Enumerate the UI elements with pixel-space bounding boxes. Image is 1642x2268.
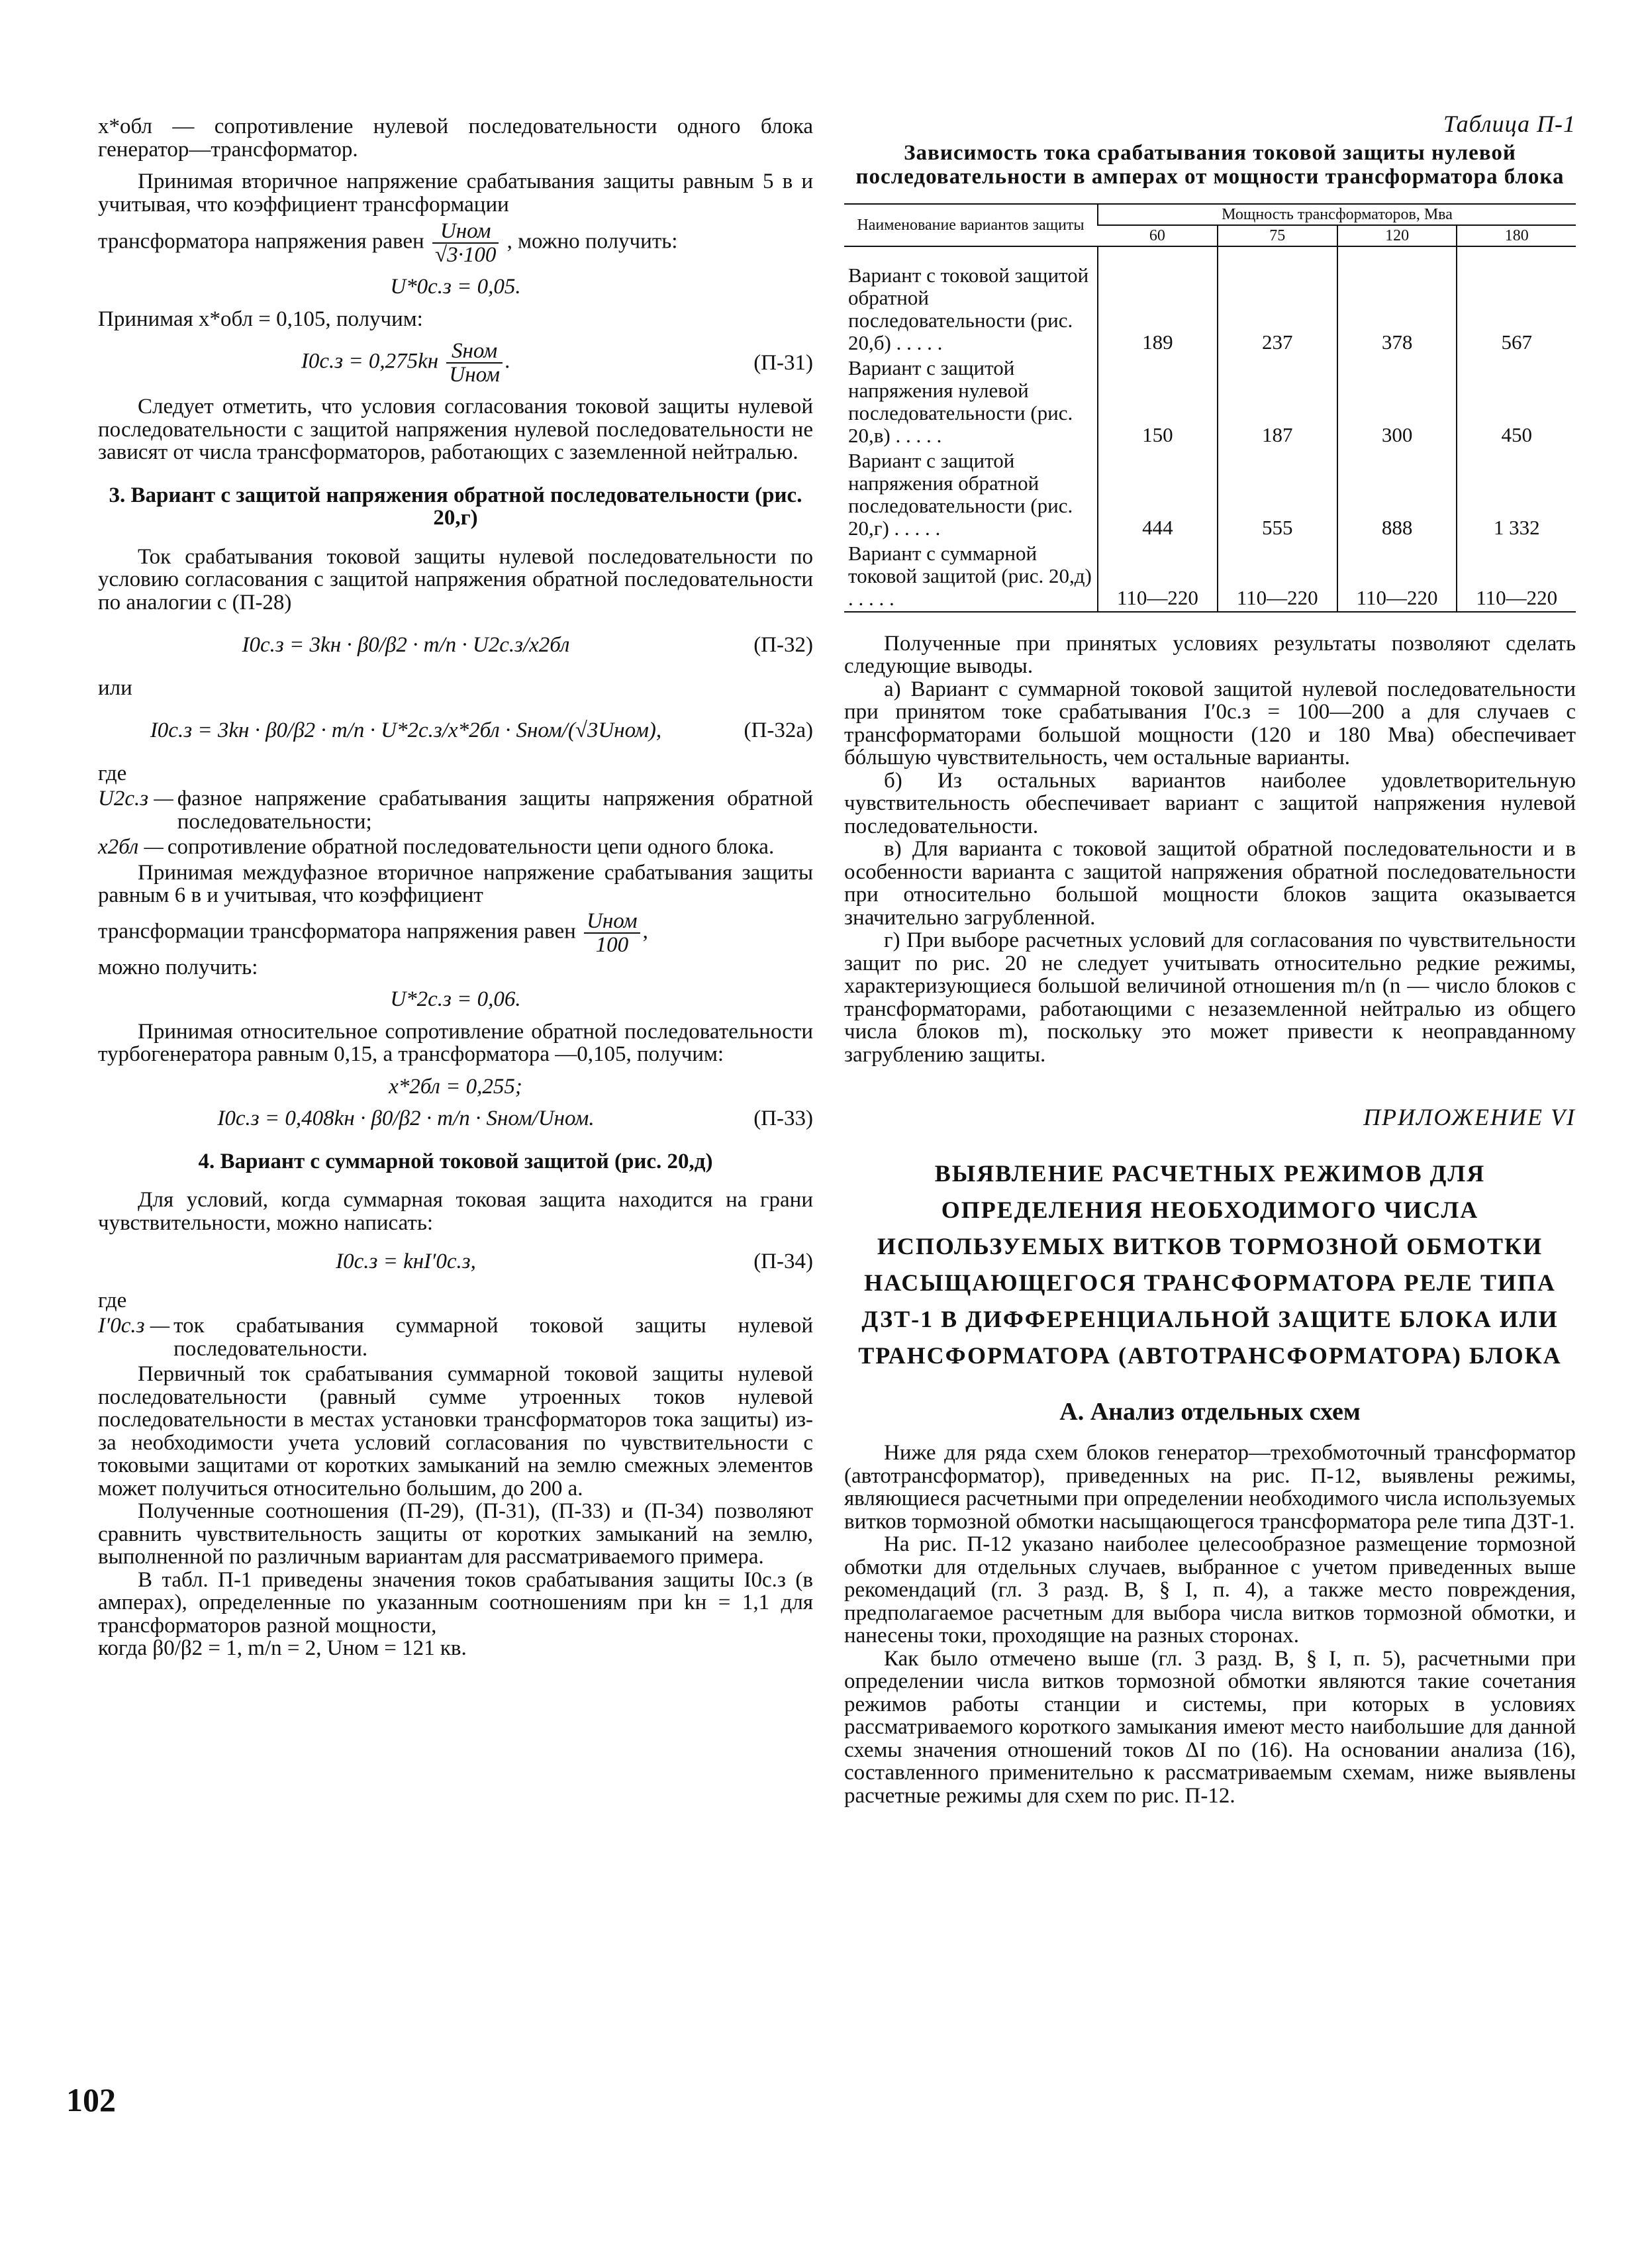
table-header-power-180: 180 xyxy=(1457,225,1576,246)
formula-u0 xyxy=(98,275,813,299)
definition-i0 xyxy=(98,1314,813,1360)
table-title: Зависимость тока срабатывания токовой защиты нулевой последовательности в амперах от мощности трансформатора блока xyxy=(855,140,1565,189)
word-where: где xyxy=(98,1288,127,1312)
paragraph-fraction xyxy=(98,220,813,266)
table-label: Таблица П-1 xyxy=(1443,111,1576,137)
table-cell-name: Вариант с токовой защитой обратной последовательности (рис. 20,б) . . . . . xyxy=(848,263,1089,354)
formula-expression: I0с.з = 3kн · β0/β2 · m/n · U*2с.з/x*2бл · Sном/(√3Uном), xyxy=(150,718,662,742)
table-cell: 888 xyxy=(1337,448,1457,541)
paragraph: а) Вариант с суммарной токовой защитой нулевой последовательности при принятом токе срабатывания I′0с.з = 100—200 а для случаев с трансформаторами большой мощности (120 и 180 Мва) обеспечивает бóльшую чувствительность, чем остальные варианты. xyxy=(844,677,1576,769)
definition-x2bl xyxy=(98,836,813,859)
definition-u2 xyxy=(98,787,813,833)
formula-number: (П-32) xyxy=(753,633,813,657)
table-cell: 555 xyxy=(1218,448,1337,541)
table-cell: 187 xyxy=(1218,356,1337,448)
formula-expression: I0с.з = 0,275kн $\frac{\text{Sном}}{\text{Uном}}$ . xyxy=(301,339,511,387)
paragraph: в) Для варианта с токовой защитой обратной последовательности и в особенности варианта с защитой напряжения обратной последовательности при относительно большой мощности блоков защита оказывается значительно загрубленной. xyxy=(844,837,1576,930)
table-header-power-120: 120 xyxy=(1337,225,1457,246)
paragraph: можно получить: xyxy=(98,955,258,979)
definition-x0bl-text: x*обл — сопротивление нулевой последовательности одного блока генератор—трансформатор. xyxy=(98,115,813,162)
paragraph: Для условий, когда суммарная токовая защита находится на грани чувствительности, можно написать: xyxy=(98,1188,813,1235)
fraction-numerator: Uном xyxy=(432,220,499,244)
appendix-label: ПРИЛОЖЕНИЕ VI xyxy=(1363,1104,1576,1130)
paragraph: Следует отметить, что условия согласования токовой защиты нулевой последовательности с защитой напряжения нулевой последовательности не зависят от числа трансформаторов, работающих с заземленной нейтралью. xyxy=(98,395,813,464)
table-cell: 150 xyxy=(1098,356,1218,448)
definition-text: фазное напряжение срабатывания защиты напряжения обратной последовательности; xyxy=(177,787,813,834)
formula-p32a xyxy=(98,719,813,742)
table-cell: 450 xyxy=(1457,356,1576,448)
fraction xyxy=(584,910,640,956)
table-header-name: Наименование вариантов защиты xyxy=(844,204,1098,246)
table-cell-name: Вариант с защитой напряжения обратной последовательности (рис. 20,г) . . . . . xyxy=(848,448,1073,540)
paragraph: Ток срабатывания токовой защиты нулевой последовательности по условию согласования с защитой напряжения обратной последовательности по аналогии с (П-28) xyxy=(98,544,813,615)
text: , можно получить: xyxy=(507,229,678,254)
word-where: где xyxy=(98,761,127,785)
left-column xyxy=(98,113,813,1660)
table-row xyxy=(844,246,1576,356)
table-cell: 110—220 xyxy=(1098,541,1218,612)
formula-p31 xyxy=(98,340,813,386)
formula-number: (П-34) xyxy=(753,1250,813,1273)
fraction-numerator: Sном xyxy=(446,340,503,364)
definition-text: сопротивление обратной последовательности цепи одного блока. xyxy=(167,835,775,859)
text: трансформатора напряжения равен xyxy=(98,229,424,254)
table-cell: 1 332 xyxy=(1457,448,1576,541)
formula-expression: x*2бл = 0,255; xyxy=(389,1074,522,1099)
table-cell: 189 xyxy=(1098,246,1218,356)
fraction xyxy=(432,220,499,266)
paragraph: В табл. П-1 приведены значения токов срабатывания защиты I0с.з (в амперах), определенные по указанным соотношениям при kн = 1,1 для трансформаторов разной мощности, xyxy=(98,1567,813,1638)
formula-number: (П-31) xyxy=(753,350,813,375)
formula-expression: I0с.з = 3kн · β0/β2 · m/n · U2с.з/x2бл xyxy=(242,633,570,657)
fraction-denominator: 100 xyxy=(595,932,629,957)
text: трансформации трансформатора напряжения равен xyxy=(98,919,576,944)
table-cell: 444 xyxy=(1098,448,1218,541)
page-number: 102 xyxy=(66,2081,116,2118)
table-cell-name: Вариант с суммарной токовой защитой (рис. 20,д) . . . . . xyxy=(844,541,1098,612)
table-cell: 567 xyxy=(1457,246,1576,356)
section-heading-3: 3. Вариант с защитой напряжения обратной последовательности (рис. 20,г) xyxy=(109,483,802,530)
formula-p32 xyxy=(98,634,813,657)
table-header-power: Мощность трансформаторов, Мва xyxy=(1098,204,1576,225)
definition-symbol: I′0с.з — xyxy=(98,1314,170,1338)
paragraph: На рис. П-12 указано наиболее целесообразное размещение тормозной обмотки для отдельных случаев, выбранное с учетом приведенных выше рекомендаций (гл. 3 разд. В, § I, п. 4), а также место повреждения, предполагаемое расчетным для выбора числа витков тормозной обмотки, и нанесены токи, проходящие на разных сторонах. xyxy=(844,1532,1576,1648)
table-row xyxy=(844,356,1576,448)
section-heading-a: А. Анализ отдельных схем xyxy=(1059,1397,1361,1426)
table-cell: 110—220 xyxy=(1218,541,1337,612)
formula-x2 xyxy=(98,1075,813,1099)
formula-p33 xyxy=(98,1107,813,1130)
appendix-title: ВЫЯВЛЕНИЕ РАСЧЕТНЫХ РЕЖИМОВ ДЛЯ ОПРЕДЕЛЕНИЯ НЕОБХОДИМОГО ЧИСЛА ИСПОЛЬЗУЕМЫХ ВИТКОВ ТОРМОЗНОЙ ОБМОТКИ НАСЫЩАЮЩЕГОСЯ ТРАНСФОРМАТОРА РЕЛЕ ТИПА ДЗТ-1 В ДИФФЕРЕНЦИАЛЬНОЙ ЗАЩИТЕ БЛОКА ИЛИ ТРАНСФОРМАТОРА (АВТОТРАНСФОРМАТОРА) БЛОКА xyxy=(858,1159,1562,1369)
paragraph: б) Из остальных вариантов наиболее удовлетворительную чувствительность обеспечивает вариант с защитой напряжения нулевой последовательности. xyxy=(844,768,1576,838)
definition-text: ток срабатывания суммарной токовой защиты нулевой последовательности. xyxy=(173,1314,813,1361)
paragraph: Ниже для ряда схем блоков генератор—трехобмоточный трансформатор (автотрансформатор), приведенных на рис. П-12, выявлены режимы, являющиеся расчетными при определении необходимого числа используемых витков тормозной обмотки насыщающегося трансформатора реле типа ДЗТ-1. xyxy=(844,1441,1576,1534)
fraction-denominator: Uном xyxy=(449,363,500,387)
paragraph: Принимая x*обл = 0,105, получим: xyxy=(98,307,423,331)
formula-number: (П-33) xyxy=(753,1107,813,1130)
paragraph-fraction xyxy=(98,910,813,956)
fraction xyxy=(446,340,503,386)
formula-p34 xyxy=(98,1250,813,1273)
table-cell: 378 xyxy=(1337,246,1457,356)
paragraph: Принимая относительное сопротивление обратной последовательности турбогенератора равным 0,15, а трансформатора —0,105, получим: xyxy=(98,1019,813,1066)
table-cell-name: Вариант с защитой напряжения нулевой последовательности (рис. 20,в) . . . . . xyxy=(848,356,1073,447)
paragraph: Как было отмечено выше (гл. 3 разд. В, § I, п. 5), расчетными при определении числа витков тормозной обмотки являются такие сочетания режимов работы станции и системы, при которых в условиях рассматриваемого короткого замыкания имеют место наибольшие для данной схемы значения отношений токов ΔI по (16). На основании анализа (16), составленного применительно к рассматриваемым схемам, ниже выявлены расчетные режимы для схем по рис. П-12. xyxy=(844,1646,1576,1808)
fraction-numerator: Uном xyxy=(584,910,640,934)
formula-expression: I0с.з = 0,408kн · β0/β2 · m/n · Sном/Uном. xyxy=(217,1107,595,1130)
formula-lhs: I0с.з = 0,275kн xyxy=(301,349,439,373)
definition-symbol: U2с.з — xyxy=(98,787,173,811)
paragraph: Первичный ток срабатывания суммарной токовой защиты нулевой последовательности (равный сумме утроенных токов нулевой последовательности в местах установки трансформаторов тока защиты) из-за необходимости учета условий согласования по чувствительности с токовыми защитами от коротких замыканий на землю смежных элементов может получиться относительно большим, до 200 а. xyxy=(98,1362,813,1501)
section-heading-4: 4. Вариант с суммарной токовой защитой (рис. 20,д) xyxy=(198,1149,713,1173)
table-header-power-75: 75 xyxy=(1218,225,1337,246)
data-table xyxy=(844,203,1576,613)
formula-expression: U*2с.з = 0,06. xyxy=(390,987,521,1011)
paragraph: Полученные соотношения (П-29), (П-31), (П-33) и (П-34) позволяют сравнить чувствительность защиты от коротких замыканий на землю, выполненной по различным вариантам для рассматриваемого примера. xyxy=(98,1499,813,1569)
table-cell: 300 xyxy=(1337,356,1457,448)
paragraph: Полученные при принятых условиях результаты позволяют сделать следующие выводы. xyxy=(844,631,1576,678)
formula-u2 xyxy=(98,988,813,1011)
definition-x0bl xyxy=(98,115,813,161)
formula-expression: U*0с.з = 0,05. xyxy=(390,275,521,299)
fraction-denominator: √3·100 xyxy=(434,243,497,267)
definition-symbol: x2бл — xyxy=(98,835,164,859)
table-row xyxy=(844,448,1576,541)
table-cell: 237 xyxy=(1218,246,1337,356)
formula-expression: I0с.з = kнI′0с.з, xyxy=(336,1250,476,1273)
table-row xyxy=(844,541,1576,612)
paragraph: Принимая междуфазное вторичное напряжение срабатывания защиты равным 6 в и учитывая, что коэффициент xyxy=(98,860,813,907)
right-column xyxy=(844,113,1576,1807)
paragraph: г) При выборе расчетных условий для согласования по чувствительности защит по рис. 20 не следует учитывать относительно редкие режимы, характеризующиеся большой величиной отношения m/n (n — число блоков с трансформаторами, работающими с незаземленной нейтралью из общего числа блоков m), поскольку это может привести к неоправданному загрублению защиты. xyxy=(844,928,1576,1067)
paragraph: когда β0/β2 = 1, m/n = 2, Uном = 121 кв. xyxy=(98,1636,467,1660)
formula-number: (П-32а) xyxy=(744,718,813,742)
text: , xyxy=(642,919,648,944)
paragraph: Принимая вторичное напряжение срабатывания защиты равным 5 в и учитывая, что коэффициент трансформации xyxy=(98,170,813,217)
word-or: или xyxy=(98,675,132,700)
table-header-power-60: 60 xyxy=(1098,225,1218,246)
table-cell: 110—220 xyxy=(1457,541,1576,612)
table-cell: 110—220 xyxy=(1337,541,1457,612)
